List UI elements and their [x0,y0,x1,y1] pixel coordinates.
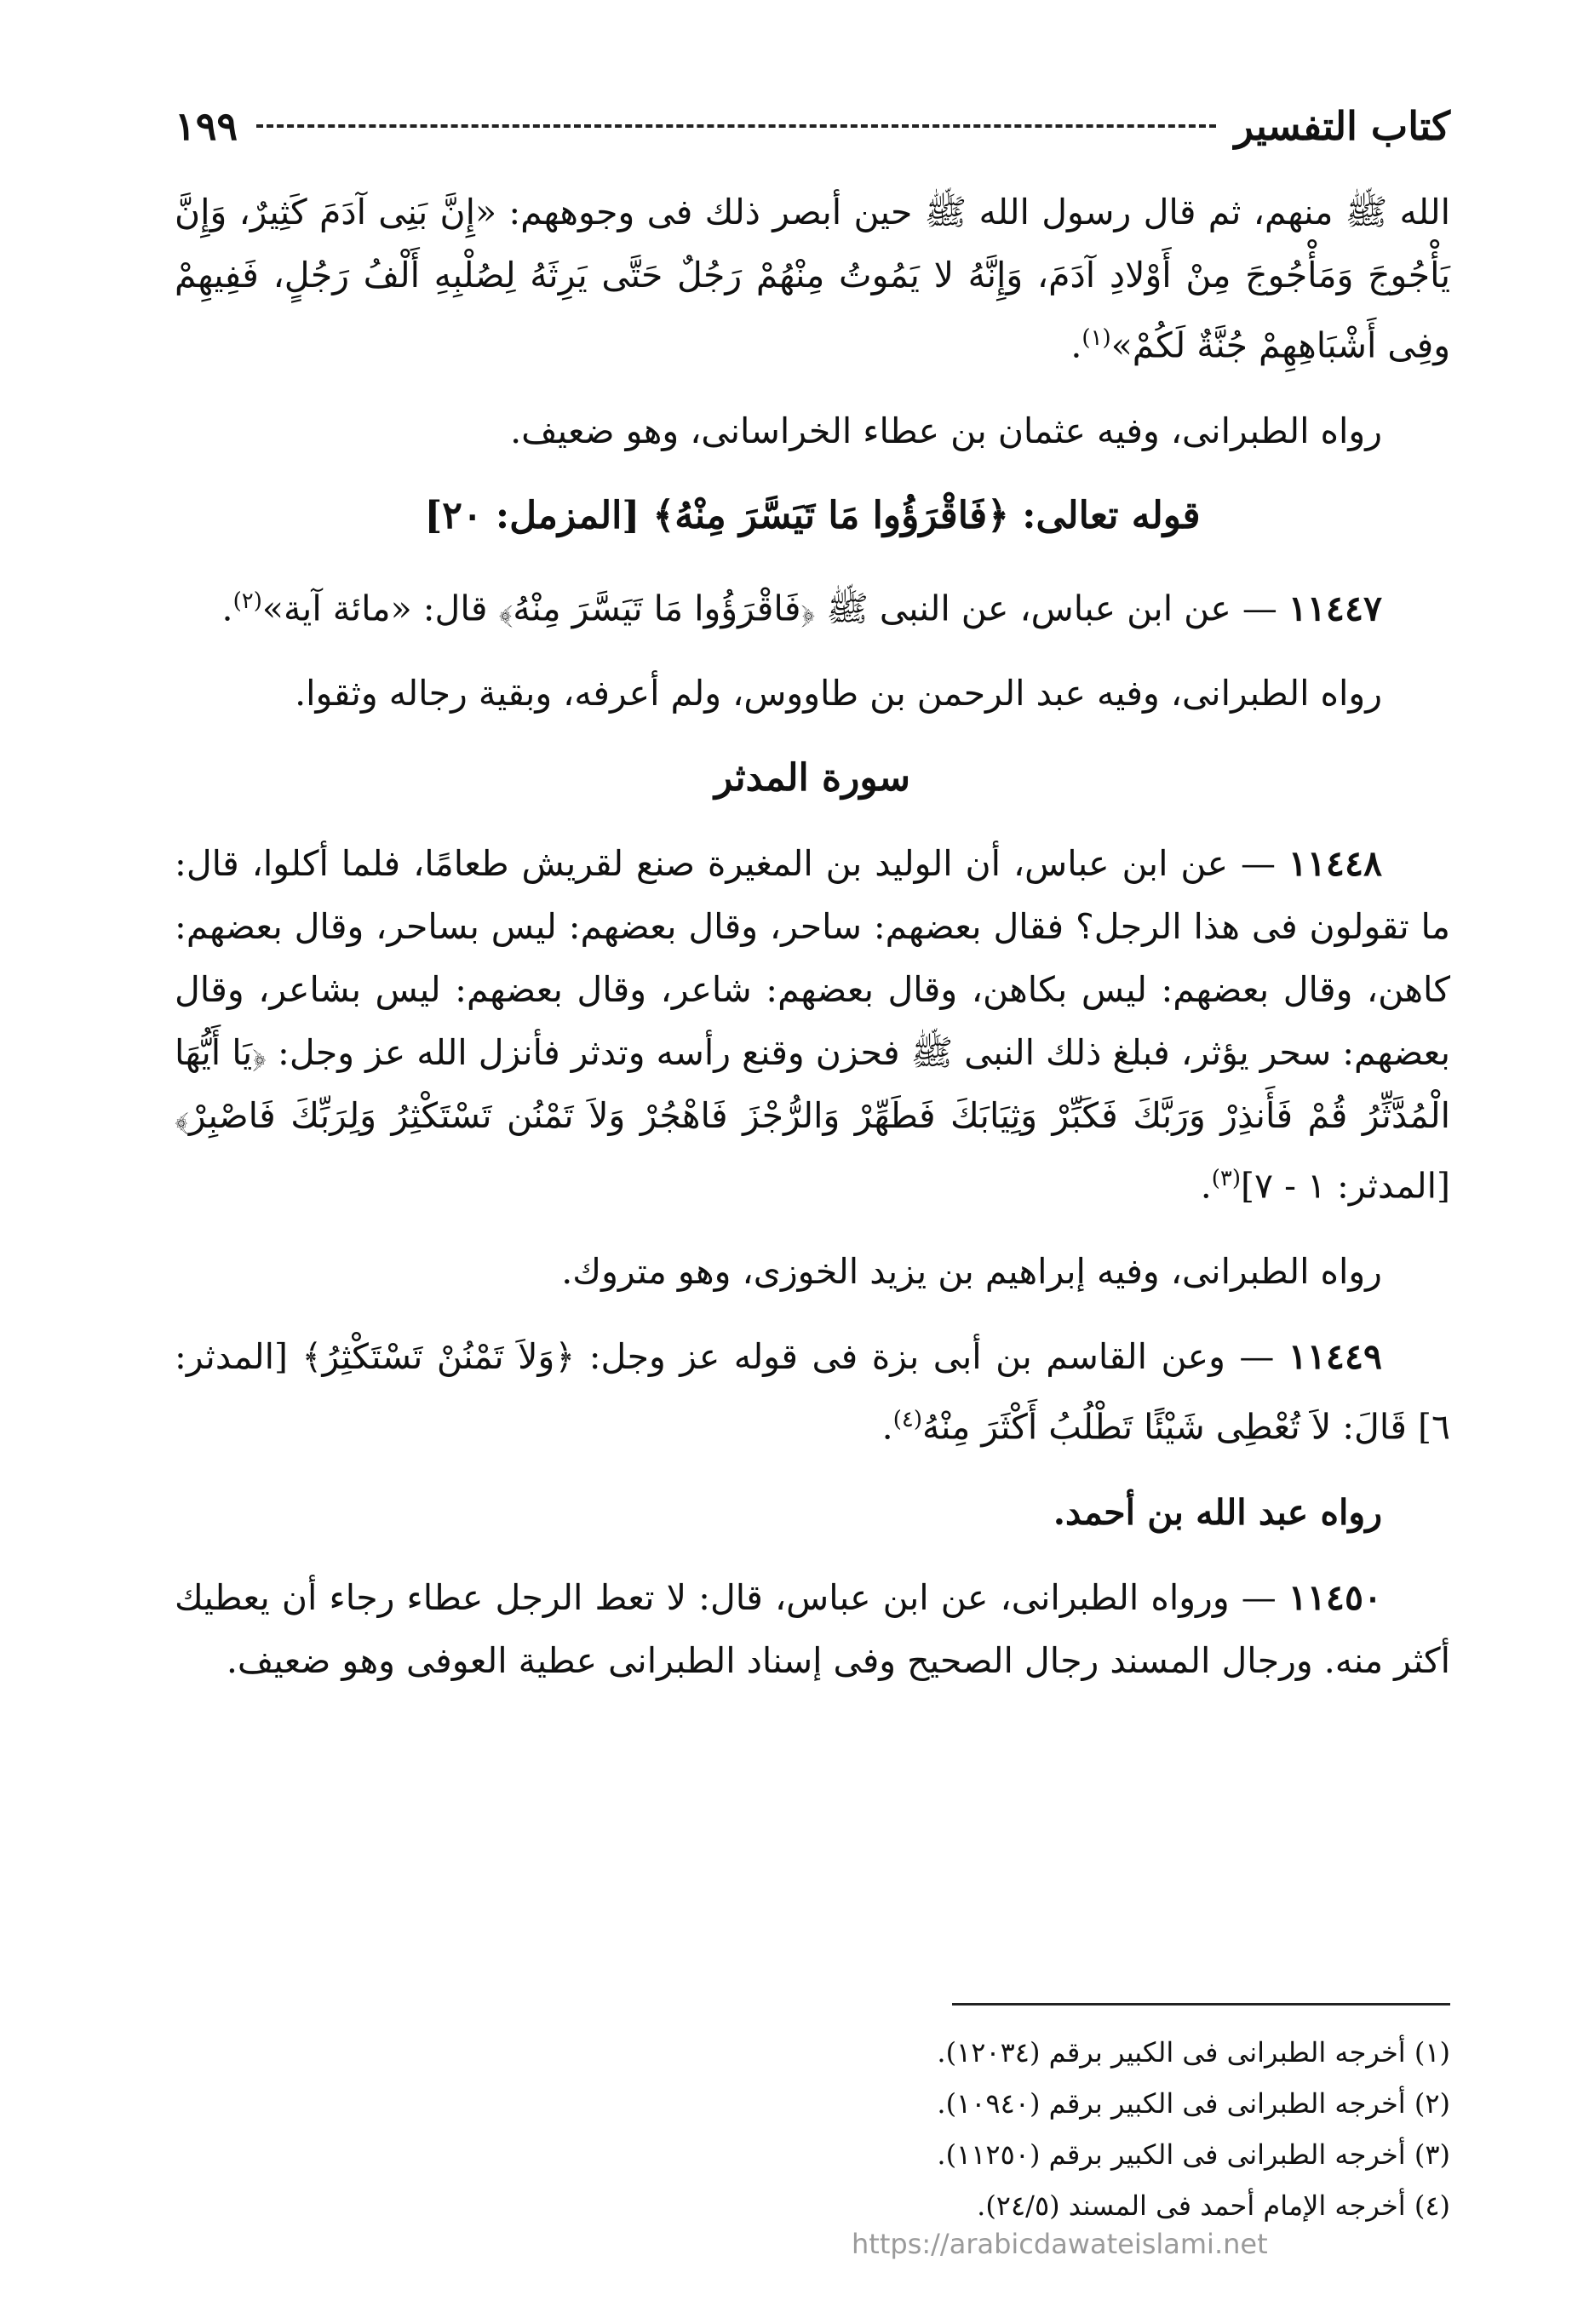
footnote-divider [952,2003,1450,2006]
footnotes [596,2027,1450,2231]
hadith-number: ١١٤٥٠ [1288,1576,1382,1618]
watermark-url: https://arabicdawateislami.net [852,2228,1268,2260]
section-heading: قوله تعالى: ﴿فَاقْرَؤُوا مَا تَيَسَّرَ مِنْهُ﴾ [المزمل: ٢٠] [424,493,1201,537]
footnote: (٢) أخرجه الطبرانى فى الكبير برقم (١٠٩٤٠). [937,2087,1450,2120]
footnote: (٤) أخرجه الإمام أحمد فى المسند (٢٤/٥). [977,2189,1450,2222]
hadith-number: ١١٤٤٧ [1288,588,1382,629]
hadith-entry: ١١٤٤٨ — عن ابن عباس، أن الوليد بن المغيرة صنع لقريش طعامًا، فلما أكلوا، قال: ما تقولون فى هذا الرجل؟ فقال بعضهم: ساحر، وقال بعضهم: ليس بساحر، وقال بعضهم: كاهن، وقال بعضهم: ليس بكاهن، وقال بعضهم: شاعر، وقال بعضهم: ليس بشاعر، وقال بعضهم: سحر يؤثر، فبلغ ذلك النبى ﷺ فحزن وقنع رأسه وتدثر فأنزل الله عز وجل: ﴿يَا أَيُّهَا الْمُدَّثِّرُ قُمْ فَأَنذِرْ وَرَبَّكَ فَكَبِّرْ وَثِيَابَكَ فَطَهِّرْ وَالرُّجْزَ فَاهْجُرْ وَلاَ تَمْنُن تَسْتَكْثِرُ وَلِرَبِّكَ فَاصْبِرْ﴾ [المدثر: ١ - ٧]$^{(٣)}$. [175,843,1450,1207]
source-note: رواه الطبرانى، وفيه عبد الرحمن بن طاووس، ولم أعرفه، وبقية رجاله وثقوا. [295,673,1382,714]
hadith-entry: ١١٤٤٩ — وعن القاسم بن أبى بزة فى قوله عز وجل: ﴿وَلاَ تَمْنُنْ تَسْتَكْثِرُ﴾ [المدثر: ٦] قَالَ: لاَ تُعْطِى شَيْئًا تَطْلُبُ أَكْثَرَ مِنْهُ$^{(٤)}$. [175,1335,1450,1448]
hadith-entry: ١١٤٥٠ — ورواه الطبرانى، عن ابن عباس، قال: لا تعط الرجل عطاء رجاء أن يعطيك أكثر منه. ورجال المسند رجال الصحيح وفى إسناد الطبرانى عطية العوفى وهو ضعيف. [175,1576,1450,1681]
main-text [175,181,1450,1714]
footnote-ref: (٢) [232,588,262,614]
paragraph-continuation: الله ﷺ منهم، ثم قال رسول الله ﷺ حين أبصر ذلك فى وجوههم: «إِنَّ بَنِى آدَمَ كَثِيرٌ، وَإِنَّ يَأْجُوجَ وَمَأْجُوجَ مِنْ أَوْلادِ آدَمَ، وَإِنَّهُ لا يَمُوتُ مِنْهُمْ رَجُلٌ حَتَّى يَرِثَهُ لِصُلْبِهِ أَلْفُ رَجُلٍ، فَفِيهِمْ وفِى أَشْبَاهِهِمْ جُنَّةٌ لَكُمْ»$^{(١)}$. [175,192,1450,366]
footnote-ref: (١) [1082,325,1111,351]
surah-heading: سورة المدثر [714,756,910,800]
page-number: ١٩٩ [175,103,238,149]
chapter-title: كتاب التفسير [1234,103,1450,149]
footnote: (١) أخرجه الطبرانى فى الكبير برقم (١٢٠٣٤). [937,2036,1450,2069]
source-note: رواه عبد الله بن أحمد. [1053,1491,1382,1533]
footnote-ref: (٤) [892,1406,922,1432]
hadith-number: ١١٤٤٩ [1288,1335,1382,1377]
header-divider [256,124,1216,128]
source-note: رواه الطبرانى، وفيه إبراهيم بن يزيد الخوزى، وهو متروك. [561,1250,1382,1292]
footnote-ref: (٣) [1211,1166,1242,1192]
hadith-number: ١١٤٤٨ [1288,843,1382,885]
source-note: رواه الطبرانى، وفيه عثمان بن عطاء الخراسانى، وهو ضعيف. [510,410,1382,451]
running-header [175,92,1450,160]
footnote: (٣) أخرجه الطبرانى فى الكبير برقم (١١٢٥٠). [937,2138,1450,2171]
hadith-entry: ١١٤٤٧ — عن ابن عباس، عن النبى ﷺ ﴿فَاقْرَؤُوا مَا تَيَسَّرَ مِنْهُ﴾ قال: «مائة آية»$^{(٢)}$. [221,588,1382,629]
